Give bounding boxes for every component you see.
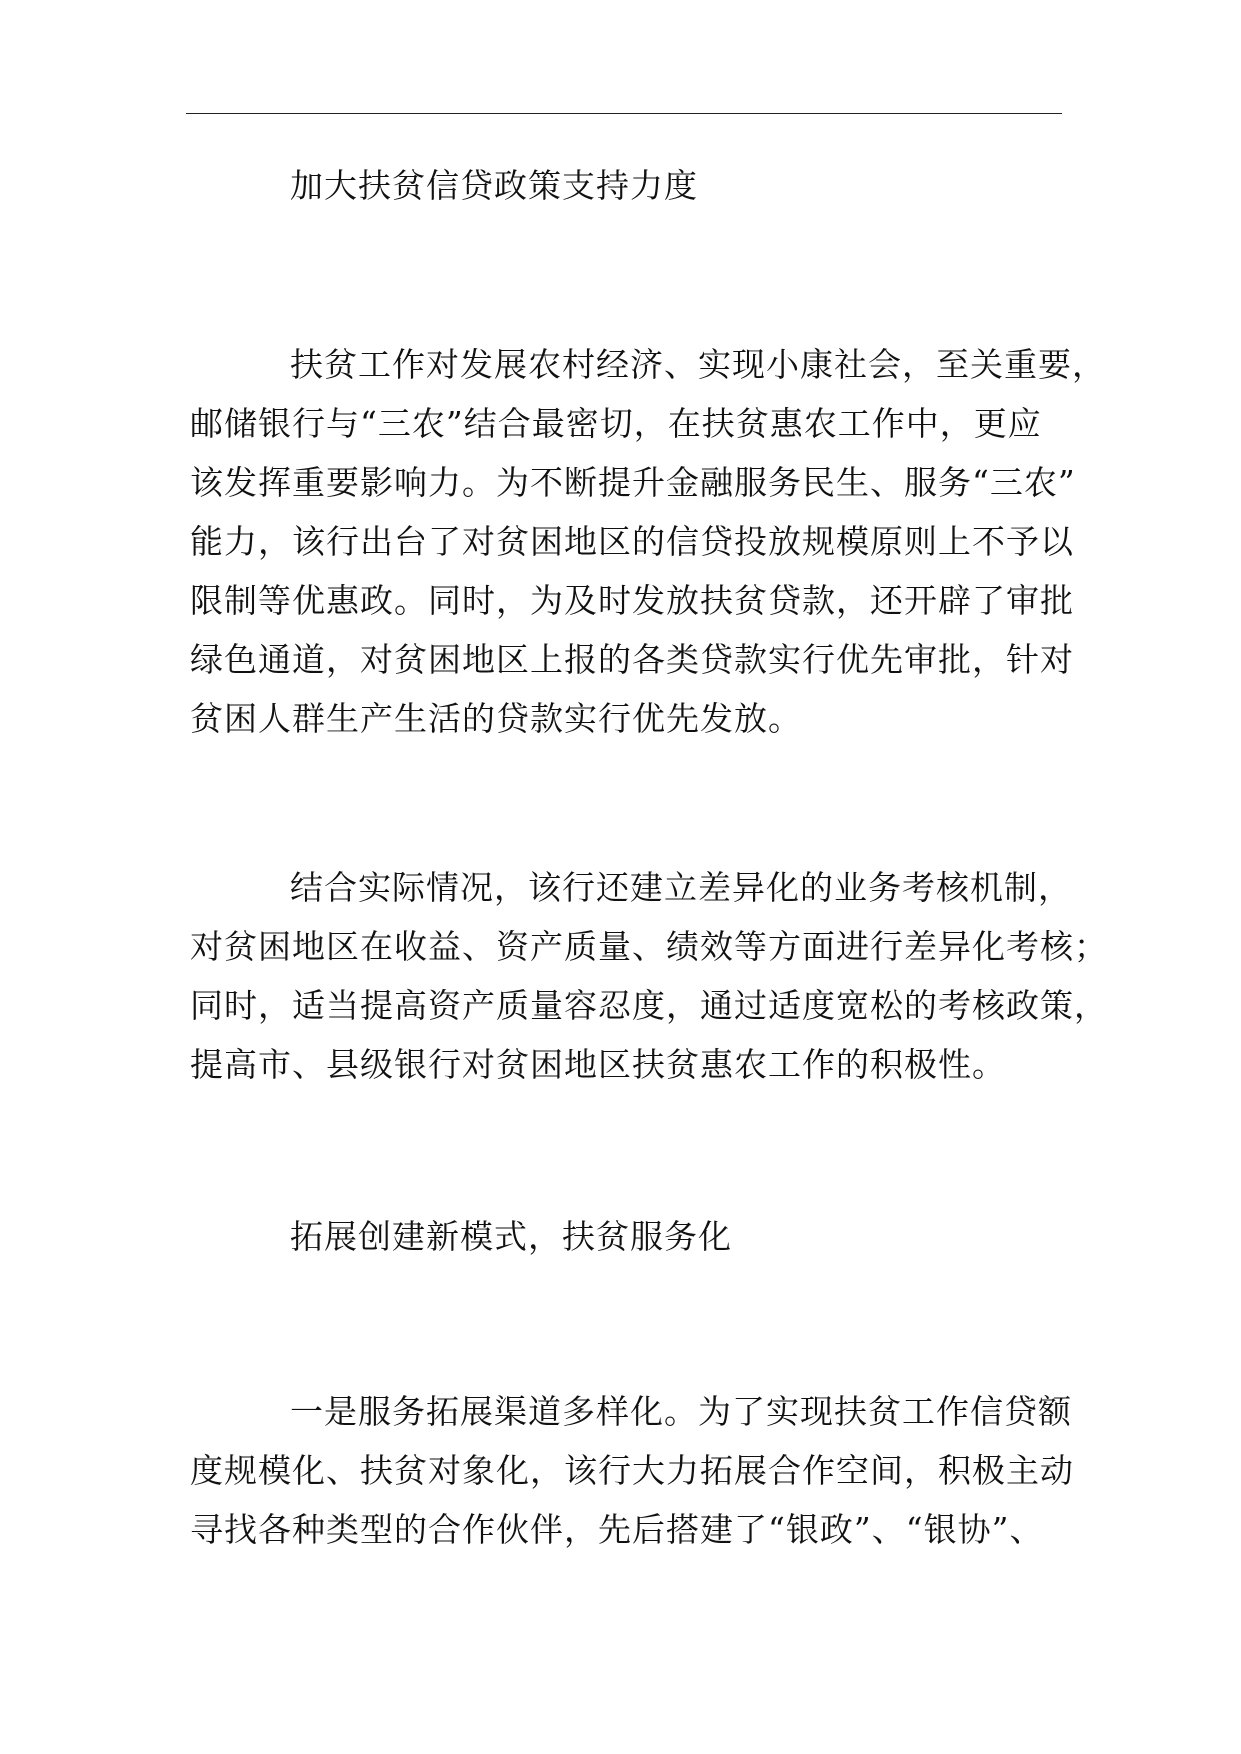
paragraph-line: 能力，该行出台了对贫困地区的信贷投放规模原则上不予以 [190, 522, 1074, 561]
header-rule [186, 113, 1062, 114]
paragraph-line: 同时，适当提高资产质量容忍度，通过适度宽松的考核政策， [190, 986, 1108, 1025]
paragraph-line: 一是服务拓展渠道多样化。为了实现扶贫工作信贷额 [290, 1392, 1072, 1431]
paragraph [190, 858, 1108, 1094]
paragraph [190, 335, 1106, 748]
paragraph-line: 限制等优惠政。同时，为及时发放扶贫贷款，还开辟了审批 [190, 581, 1074, 620]
paragraph-line: 对贫困地区在收益、资产质量、绩效等方面进行差异化考核； [190, 927, 1108, 966]
paragraph-line: 贫困人群生产生活的贷款实行优先发放。 [190, 699, 802, 738]
paragraph-line: 度规模化、扶贫对象化，该行大力拓展合作空间，积极主动 [190, 1451, 1074, 1490]
section-heading: 加大扶贫信贷政策支持力度 [290, 166, 698, 205]
paragraph-line: 绿色通道，对贫困地区上报的各类贷款实行优先审批，针对 [190, 640, 1074, 679]
paragraph [190, 1382, 1074, 1559]
paragraph-line: 结合实际情况，该行还建立差异化的业务考核机制， [290, 868, 1072, 907]
section-heading: 拓展创建新模式，扶贫服务化 [290, 1217, 732, 1256]
paragraph-line: 扶贫工作对发展农村经济、实现小康社会，至关重要， [290, 345, 1106, 384]
paragraph-line: 邮储银行与“三农”结合最密切，在扶贫惠农工作中，更应 [190, 404, 1042, 443]
paragraph-line: 提高市、县级银行对贫困地区扶贫惠农工作的积极性。 [190, 1045, 1006, 1084]
paragraph-line: 该发挥重要影响力。为不断提升金融服务民生、服务“三农” [190, 463, 1076, 502]
paragraph-line: 寻找各种类型的合作伙伴，先后搭建了“银政”、“银协”、 [190, 1510, 1044, 1549]
